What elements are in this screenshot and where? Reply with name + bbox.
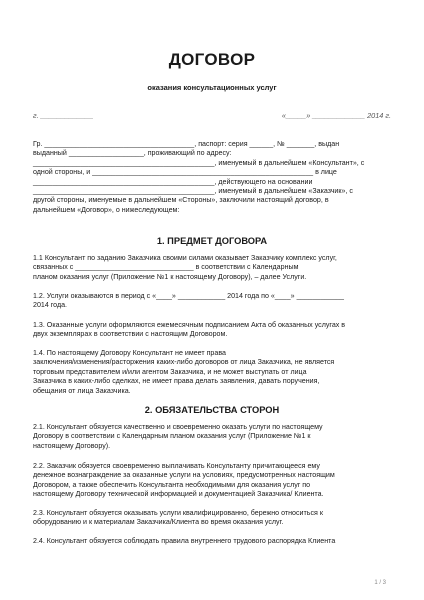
clause-line: Договору в соответствии с Календарным планом оказания услуг (Приложение №1 к [33,432,311,441]
intro-line: одной стороны, и ________________________________________________________ в лице [33,168,337,177]
clause-line: 2.4. Консультант обязуется соблюдать правила внутреннего трудового распорядка Клиента [33,537,336,545]
clause-2-4 [33,537,391,546]
clause-line: 1.2. Услуги оказываются в период с «____» ____________ 2014 года по «____» ____________ [33,292,344,300]
clause-line: настоящему Договору технической информацией и документацией Заказчика/ Клиента. [33,490,324,499]
clause-line: оборудованию и к материалам Заказчика/Клиента во время оказания услуг. [33,518,284,527]
clause-line: 2.3. Консультант обязуется оказывать услуги квалифицированно, бережно относиться к [33,509,323,517]
clause-line: обещания от лица Заказчика. [33,386,131,395]
city-field: г. _____________ [33,111,94,120]
document-title: ДОГОВОР [168,50,256,69]
clause-line: торговым представителем и/или агентом Заказчика, и не может выступать от лица [33,367,307,376]
intro-line: выданный ___________________, проживающий по адресу: [33,149,232,158]
clause-line: Договором, а также обеспечить Консультанта необходимыми для оказания услуг по [33,480,311,489]
section-heading-2: 2. ОБЯЗАТЕЛЬСТВА СТОРОН [144,405,280,415]
intro-paragraph [33,140,391,215]
intro-line: ______________________________________________, именуемый в дальнейшем «Заказчик», с [33,187,353,196]
section-heading-1: 1. ПРЕДМЕТ ДОГОВОРА [156,236,268,246]
clause-line: 1.3. Оказанные услуги оформляются ежемесячным подписанием Акта об оказанных услугах в [33,321,346,329]
intro-line: другой стороны, именуемые в дальнейшем «Стороны», заключили настоящий договор, в [33,196,329,205]
clause-2-2 [33,462,391,500]
clause-line: связанных с ______________________________ в соответствии с Календарным [33,263,299,272]
clause-line: денежное вознаграждение за оказанные услуги на условиях, предусмотренных настоящим [33,471,335,480]
clause-1-1 [33,254,391,282]
clause-2-3 [33,509,391,528]
clause-line: Заказчика в каких-либо сделках, не имеет права делать заявления, давать поручения, [33,377,320,386]
clause-2-1 [33,423,391,451]
intro-line: дальнейшем «Договор», о нижеследующем: [33,205,180,214]
intro-line: Гр. ______________________________________, паспорт: серия ______, № _______, выдан [33,140,340,148]
place-date-line [33,111,391,120]
clause-line: настоящему Договору). [33,441,111,450]
clause-line: планом оказания услуг (Приложение №1 к настоящему Договору), – далее Услуги. [33,272,307,281]
document-subtitle: оказания консультационных услуг [147,83,277,92]
clause-line: 2014 года. [33,301,68,310]
date-field: «_____» _____________ 2014 г. [281,111,391,120]
intro-line: ______________________________________________, действующего на основании [33,177,313,186]
clause-line: заключения/изменения/расторжения каких-либо договоров от лица Заказчика, не является [33,358,335,367]
intro-line: ______________________________________________, именуемый в дальнейшем «Консультант», с [33,158,365,167]
clause-1-4 [33,349,391,396]
clause-line: двух экземплярах в соответствии с настоящим Договором. [33,330,228,339]
clause-line: 2.1. Консультант обязуется качественно и своевременно оказать услуги по настоящему [33,423,323,431]
clause-1-3 [33,321,391,340]
clause-line: 1.4. По настоящему Договору Консультант не имеет права [33,349,226,357]
clause-1-2 [33,292,391,311]
clause-line: 1.1 Консультант по заданию Заказчика своими силами оказывает Заказчику комплекс услуг, [33,254,337,262]
clause-line: 2.2. Заказчик обязуется своевременно выплачивать Консультанту причитающееся ему [33,462,320,470]
page-number: 1 / 3 [374,580,386,586]
